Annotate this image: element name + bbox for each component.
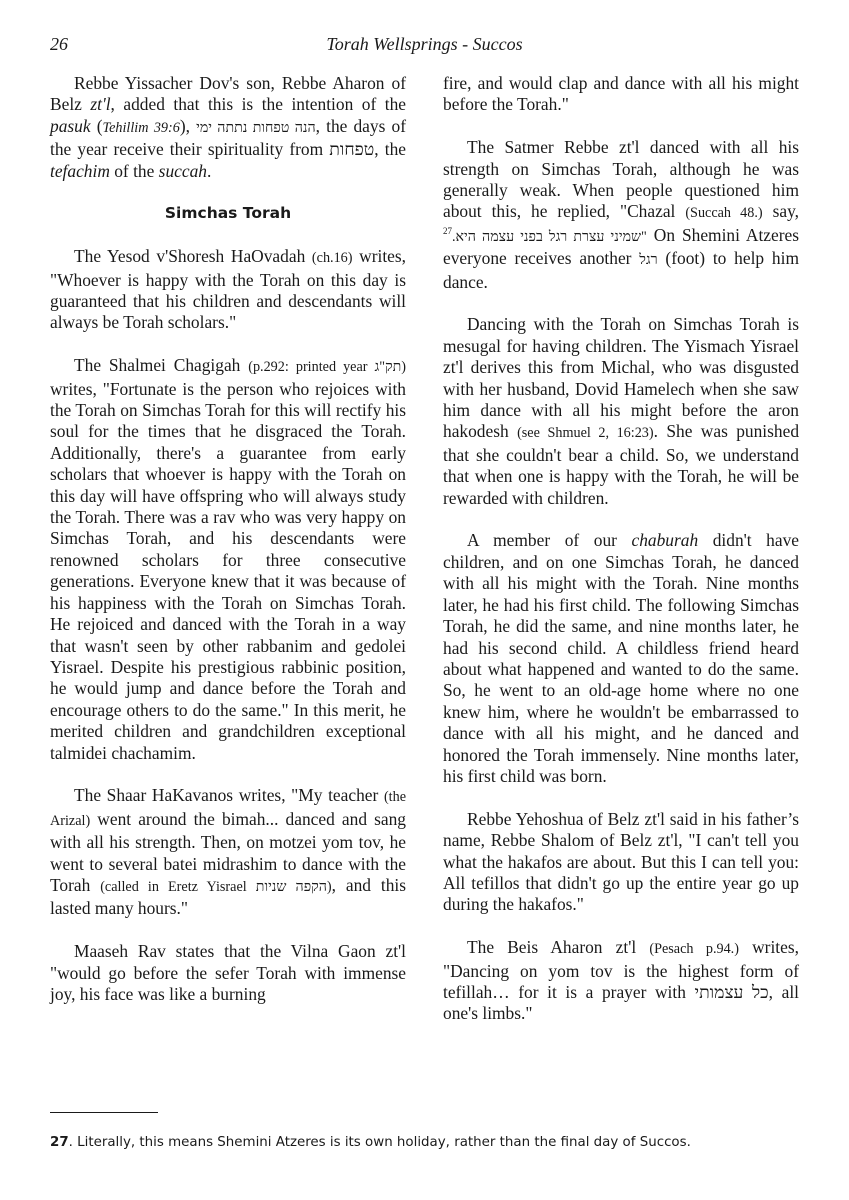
running-header-title: Torah Wellsprings - Succos [326, 34, 523, 54]
paragraph-chaburah-member: A member of our chaburah didn't have children, and on one Simchas Torah, he danced with all his might with the Torah. Nine months later, he had his first child. The following Simchas Torah, he did the same, and nine months later, he had his second child. A childless friend heard about what happened and wanted to do the same. So, he went to an old-age home where no one knew him, where he wouldn't be embarrassed to dance with all his might, and he danced and honored the Torah immensely. Nine months later, his first child was born. [443, 530, 800, 786]
footnote-reference: 27 [443, 226, 452, 237]
paragraph-maaseh-rav: Maaseh Rav states that the Vilna Gaon zt'l "would go before the sefer Torah with immense joy, his face was like a burning [50, 941, 406, 1004]
paragraph-shaar-hakavanos: The Shaar HaKavanos writes, "My teacher (the Arizal) went around the bimah... danced and sang with all his strength. Then, on motzei yom tov, he went to several batei midrashim to dance with the Torah (called in Eretz Yisrael הקפה שניות), and this lasted many hours." [50, 785, 407, 919]
paragraph-belz-intention: Rebbe Yissacher Dov's son, Rebbe Aharon of Belz zt'l, added that this is the intention of the pasuk (Tehillim 39:6), הנה טפחות נתתה ימי, the days of the year receive their spirituality from טפחות, the tefachim of the succah. [50, 73, 407, 181]
footnote-separator [50, 1112, 158, 1113]
section-heading: Simchas Torah [164, 204, 292, 223]
paragraph-beis-aharon: The Beis Aharon zt'l (Pesach p.94.) writes, "Dancing on yom tov is the highest form of tefillah… for it is a prayer with כל עצמותי, all one's limbs." [443, 937, 799, 1024]
paragraph-mesugal-for-children: Dancing with the Torah on Simchas Torah is mesugal for having children. The Yismach Yisrael zt'l derives this from Michal, who was disgusted with her husband, Dovid Hamelech when she saw him dance with all his might before the aron hakodesh (see Shmuel 2, 16:23). She was punished that she couldn't bear a child. So, we understand that when one is happy with the Torah, he will be rewarded with children. [443, 314, 800, 508]
paragraph-yesod-vshoresh: The Yesod v'Shoresh HaOvadah (ch.16) writes, "Whoever is happy with the Torah on this day is guaranteed that his children and descendants will always be Torah scholars." [50, 246, 406, 333]
paragraph-shalmei-chagigah: The Shalmei Chagigah (p.292: printed year תק"ג) writes, "Fortunate is the person who rejoices with the Torah on Simchas Torah for this will rectify his soul for the times that he disgraced the Torah. Additionally, there's a guarantee from early scholars that whoever is happy with the Torah on this day will have offspring who will always study the Torah. There was a rav who was very happy on Simchas Torah, and his descendants were renowned scholars for three consecutive generations. Everyone knew that it was because of his happiness with the Torah on Simchas Torah. He rejoiced and danced with the Torah in a way that wasn't seen by other rabbanim and gedolei Yisrael. Despite his prestigious rabbinic position, he would jump and dance before the Torah and encourage others to do the same." In this merit, he merited children and grandchildren exceptional talmidei chachamim. [50, 355, 406, 763]
paragraph-maaseh-rav-continued: fire, and would clap and dance with all his might before the Torah." [443, 73, 799, 115]
paragraph-satmer-rebbe: The Satmer Rebbe zt'l danced with all his strength on Simchas Torah, although he was generally weak. When people questioned him about this, he replied, "Chazal (Succah 48.) say, $^{27}$"שמיני עצרת רגל בפני עצמה היא. On Shemini Atzeres everyone receives another רגל (foot) to help him dance. [443, 137, 799, 292]
right-column [443, 73, 799, 1046]
footnote: 27. Literally, this means Shemini Atzeres is its own holiday, rather than the final day of Succos. [50, 1135, 691, 1150]
paragraph-rebbe-yehoshua: Rebbe Yehoshua of Belz zt'l said in his father’s name, Rebbe Shalom of Belz zt'l, "I can't tell you what the hakafos are about. But this I can tell you: All tefillos that didn't go up the entire year go up during the hakafos." [443, 808, 799, 915]
left-column [50, 73, 406, 1027]
page-number: 26 [50, 34, 68, 54]
